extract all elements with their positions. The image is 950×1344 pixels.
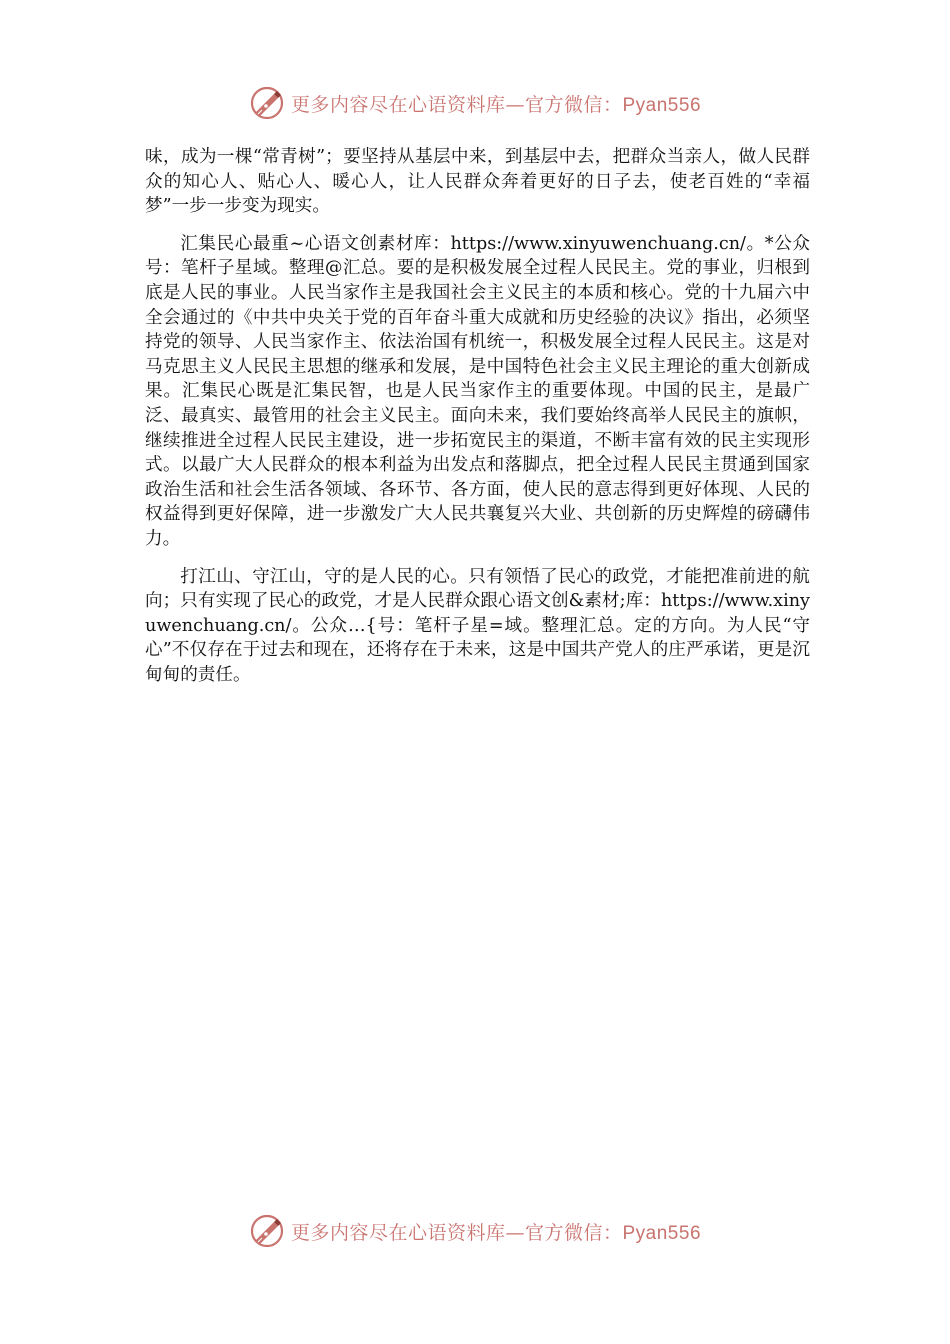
paragraph-1: 味，成为一棵“常青树”；要坚持从基层中来，到基层中去，把群众当亲人，做人民群众的知心人、贴心人、暖心人，让人民群众奔着更好的日子去，使老百姓的“幸福梦”一步一步变为现实。 [145, 147, 810, 217]
footer-banner-wechat-id: Pyan556 [622, 1222, 702, 1244]
pen-nib-icon [249, 85, 285, 121]
footer-banner-inner [249, 1213, 701, 1249]
pen-nib-icon [249, 1213, 285, 1249]
document-body [145, 145, 810, 700]
paragraph-3: 打江山、守江山，守的是人民的心。只有领悟了民心的政党，才能把准前进的航向；只有实现了民心的政党，才是人民群众跟心语文创&素材;库：https://www.xinyuwenchuang.cn/。公众…{号：笔杆子星=域。整理汇总。定的方向。为人民“守心”不仅存在于过去和现在，还将存在于未来，这是中国共产党人的庄严承诺，更是沉甸甸的责任。 [145, 566, 810, 685]
footer-banner-label: 更多内容尽在心语资料库—官方微信： [290, 1221, 623, 1244]
header-banner-text [291, 90, 701, 117]
footer-banner-text [291, 1218, 701, 1245]
footer-banner [0, 1211, 950, 1251]
header-banner-label: 更多内容尽在心语资料库—官方微信： [290, 93, 623, 116]
header-banner [0, 83, 950, 123]
header-banner-inner [249, 85, 701, 121]
header-banner-wechat-id: Pyan556 [622, 94, 702, 116]
paragraph-2: 汇集民心最重~心语文创素材库：https://www.xinyuwenchuang.cn/。*公众号：笔杆子星域。整理@汇总。要的是积极发展全过程人民民主。党的事业，归根到底是人民的事业。人民当家作主是我国社会主义民主的本质和核心。党的十九届六中全会通过的《中共中央关于党的百年奋斗重大成就和历史经验的决议》指出，必须坚持党的领导、人民当家作主、依法治国有机统一，积极发展全过程人民民主。这是对马克思主义人民民主思想的继承和发展，是中国特色社会主义民主理论的重大创新成果。汇集民心既是汇集民智，也是人民当家作主的重要体现。中国的民主，是最广泛、最真实、最管用的社会主义民主。面向未来，我们要始终高举人民民主的旗帜，继续推进全过程人民民主建设，进一步拓宽民主的渠道，不断丰富有效的民主实现形式。以最广大人民群众的根本利益为出发点和落脚点，把全过程人民民主贯通到国家政治生活和社会生活各领域、各环节、各方面，使人民的意志得到更好体现、人民的权益得到更好保障，进一步激发广大人民共襄复兴大业、共创新的历史辉煌的磅礴伟力。 [145, 233, 810, 549]
